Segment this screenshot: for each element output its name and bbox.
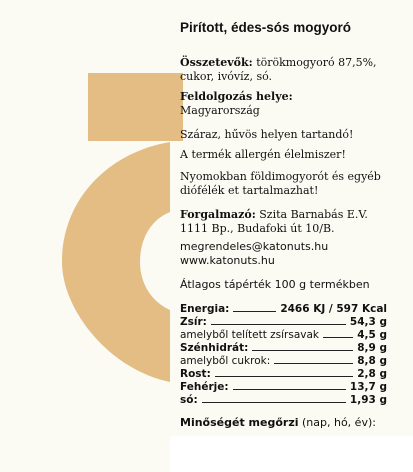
nutrition-value: 13,7 g (349, 381, 387, 393)
processing-block (180, 90, 293, 118)
traces-line-2: diófélék et tartalmazhat! (180, 184, 319, 197)
white-panel (170, 436, 413, 472)
nutrition-value: 8,9 g (357, 342, 387, 354)
distributor-name: Szita Barnabás E.V. (259, 208, 368, 221)
processing-label: Feldolgozás helye: (180, 90, 293, 103)
contact-block (180, 240, 328, 268)
nutrition-label: Energia: (180, 303, 230, 315)
nutrition-value: 4,5 g (357, 329, 387, 341)
nutrition-heading: Átlagos tápérték 100 g termékben (180, 278, 370, 291)
nutrition-value: 54,3 g (349, 316, 387, 328)
traces-block (180, 170, 381, 198)
distributor-address: 1111 Bp., Budafoki út 10/B. (180, 222, 335, 235)
nutrition-label: Rost: (180, 368, 211, 380)
allergen-warning: A termék allergén élelmiszer! (180, 148, 346, 161)
traces-line-1: Nyomokban földimogyorót és egyéb (180, 170, 381, 183)
contact-website: www.katonuts.hu (180, 254, 275, 267)
nutrition-row-sugars (180, 354, 387, 367)
nutrition-label: Fehérje: (180, 381, 229, 393)
ingredients-text-1: törökmogyoró 87,5%, (256, 56, 377, 69)
ingredients-text-2: cukor, ivóvíz, só. (180, 70, 273, 83)
storage-text: Száraz, hűvös helyen tartandó! (180, 128, 354, 141)
best-before-hint: (nap, hó, év): (302, 416, 376, 429)
contact-email: megrendeles@katonuts.hu (180, 240, 329, 253)
nutrition-row-fiber (180, 367, 387, 380)
nutrition-value: 8,8 g (357, 355, 387, 367)
nutrition-value: 2,8 g (357, 368, 387, 380)
nutrition-row-carbs (180, 341, 387, 354)
ingredients-block (180, 56, 377, 84)
nutrition-label: amelyből telített zsírsavak (180, 329, 320, 341)
nutrition-row-protein (180, 380, 387, 393)
nutrition-row-fat (180, 315, 387, 328)
nutrition-row-energy (180, 302, 387, 315)
nutrition-label: Zsír: (180, 316, 207, 328)
best-before (180, 416, 376, 429)
best-before-label: Minőségét megőrzi (180, 416, 299, 429)
nutrition-label: Szénhidrát: (180, 342, 249, 354)
nutrition-label: amelyből cukrok: (180, 355, 271, 367)
nutrition-value: 2466 KJ / 597 Kcal (280, 303, 387, 315)
distributor-block (180, 208, 368, 236)
distributor-label: Forgalmazó: (180, 208, 256, 221)
nutrition-row-salt (180, 393, 387, 406)
nutrition-label: só: (180, 394, 198, 406)
product-title: Pirított, édes-sós mogyoró (180, 20, 352, 35)
nutrition-row-saturated (180, 328, 387, 341)
nutrition-value: 1,93 g (349, 394, 387, 406)
ingredients-label: Összetevők: (180, 56, 253, 69)
processing-place: Magyarország (180, 104, 260, 117)
